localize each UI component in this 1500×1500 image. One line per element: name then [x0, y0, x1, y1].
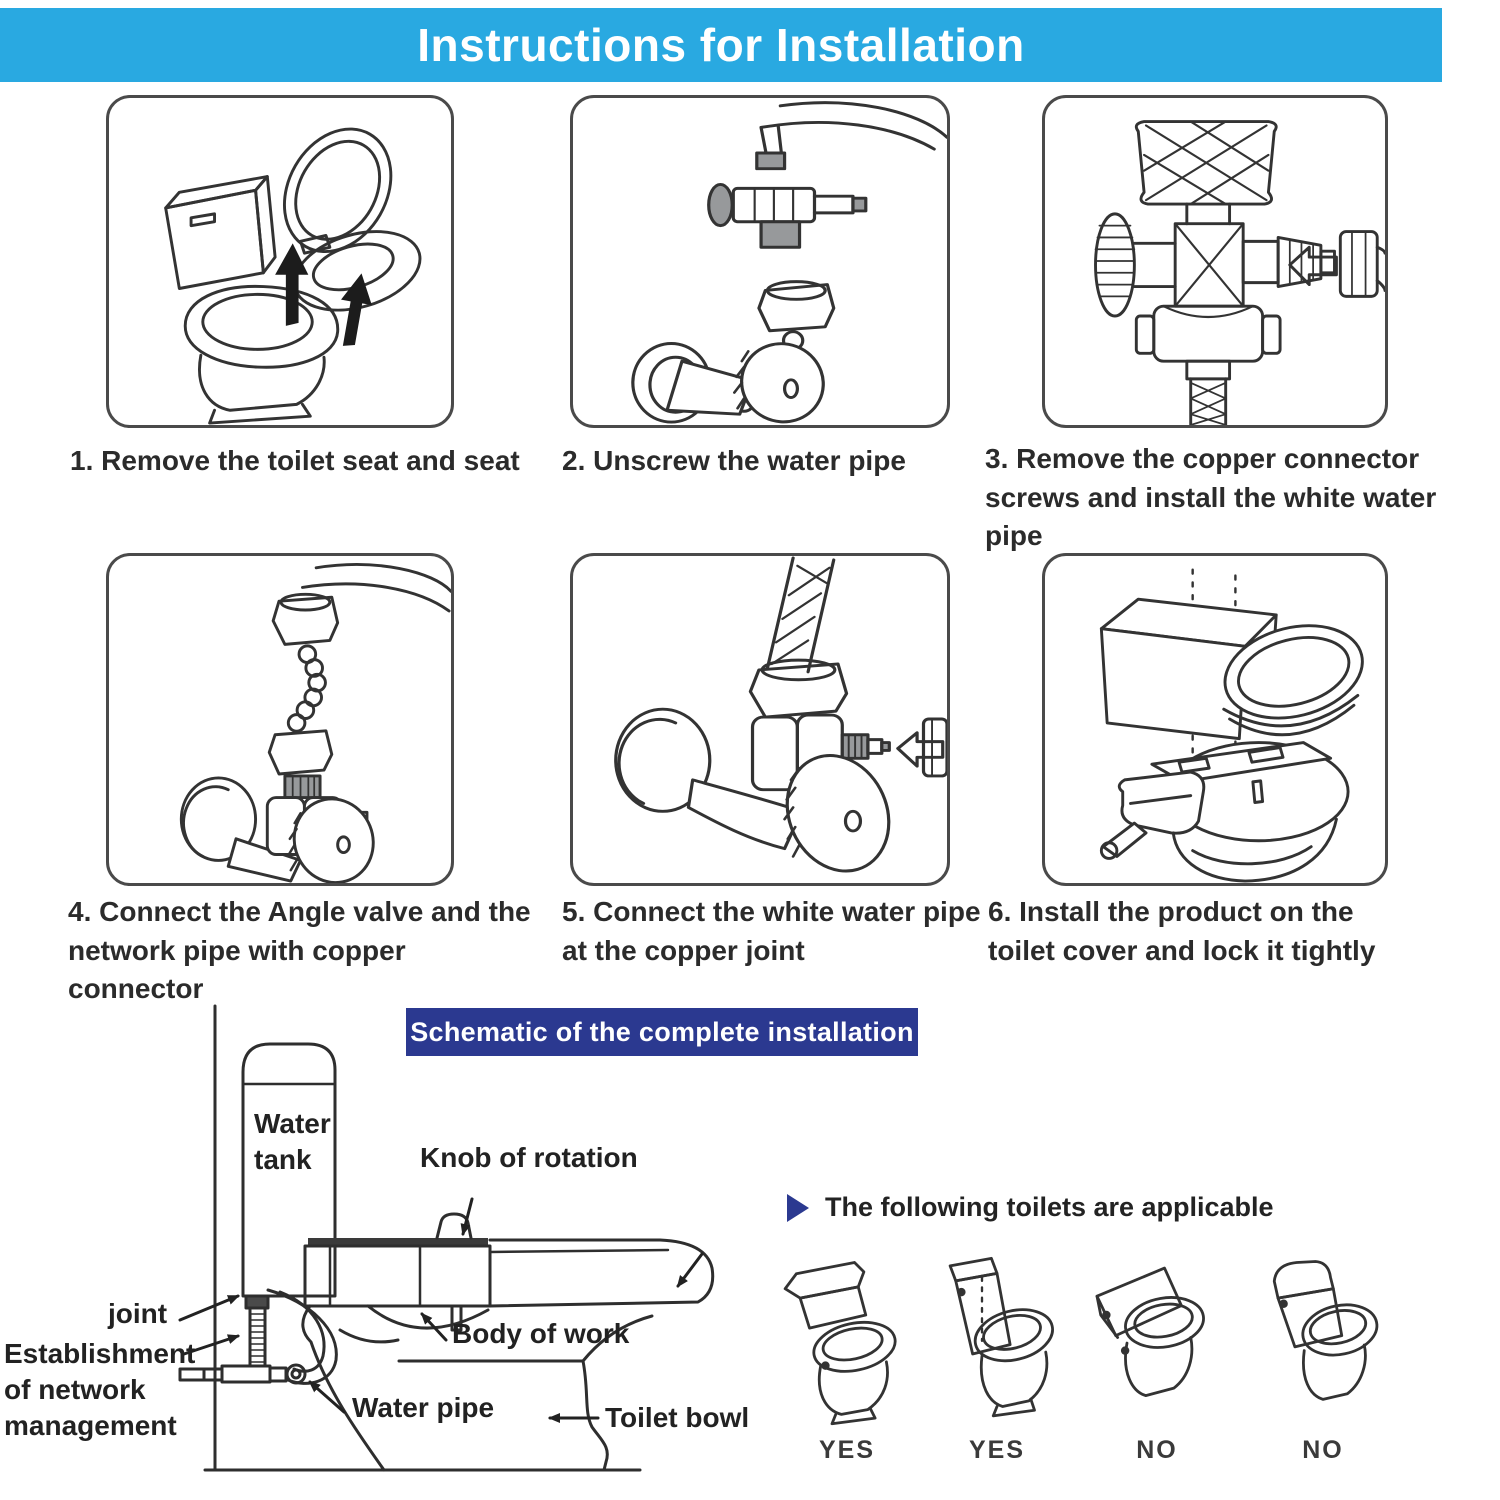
schematic-title: Schematic of the complete installation: [410, 1016, 914, 1047]
applicable-toilet-two-piece: [772, 1252, 922, 1437]
step-1-caption: 1. Remove the toilet seat and seat: [70, 445, 520, 476]
verdict-no: NO: [1302, 1436, 1344, 1464]
label-establishment-of-network-management: Establishment of network management: [4, 1338, 196, 1441]
label-body-of-work: Body of work: [452, 1318, 630, 1349]
step-1-illustration-toilet-seat-removal: [109, 98, 451, 425]
toilet-rounded-tankless-illustration: [1248, 1252, 1398, 1437]
label-joint: joint: [108, 1298, 168, 1329]
step-3-caption: 3. Remove the copper connector screws and install the white water pipe: [985, 443, 1437, 552]
step-4-panel: [106, 553, 454, 886]
step-6-panel: [1042, 553, 1388, 886]
not-applicable-toilet-angular-tankless: [1082, 1252, 1232, 1437]
step-4-illustration-angle-valve-connection: [109, 556, 451, 883]
verdict-yes: YES: [968, 1436, 1026, 1464]
water-pipe-pointer-arrow: [310, 1382, 344, 1412]
verdict-no: NO: [1136, 1436, 1178, 1464]
seat-pointer-arrow: [678, 1254, 702, 1286]
up-arrow-icon: [275, 243, 308, 325]
step-6-illustration-install-on-toilet: [1045, 556, 1385, 883]
step-5-caption: 5. Connect the white water pipe at the copper joint: [562, 896, 981, 966]
step-3-panel: [1042, 95, 1388, 428]
step-3-illustration-copper-connector-valve: [1045, 98, 1385, 425]
step-5-panel: [570, 553, 950, 886]
step-2-illustration-unscrew-water-pipe: [573, 98, 947, 425]
header-banner: [0, 8, 1442, 82]
applicable-toilets-header: [787, 1192, 1274, 1223]
step-2-panel: [570, 95, 950, 428]
toilet-two-piece-illustration: [772, 1252, 922, 1437]
applicable-toilet-one-piece: [922, 1246, 1072, 1431]
step-4-caption: 4. Connect the Angle valve and the network pipe with copper connector: [68, 896, 531, 1005]
left-open-arrow-icon: [898, 733, 943, 766]
step-5-illustration-copper-joint-pipe: [573, 556, 947, 883]
step-2-caption: 2. Unscrew the water pipe: [562, 445, 906, 476]
applicable-toilets-title: The following toilets are applicable: [825, 1192, 1274, 1222]
toilet-angular-tankless-illustration: [1082, 1252, 1232, 1437]
right-triangle-bullet-icon: [787, 1194, 809, 1222]
step-6-caption: 6. Install the product on the toilet cover and lock it tightly: [988, 896, 1376, 966]
label-water-tank: Water tank: [254, 1108, 331, 1175]
step-1-panel: [106, 95, 454, 428]
toilet-one-piece-illustration: [922, 1246, 1072, 1431]
label-toilet-bowl: Toilet bowl: [605, 1402, 750, 1433]
label-knob-of-rotation: Knob of rotation: [420, 1142, 638, 1173]
label-water-pipe: Water pipe: [352, 1392, 495, 1423]
not-applicable-toilet-rounded-tankless: [1248, 1252, 1398, 1437]
page-title: Instructions for Installation: [417, 19, 1025, 71]
verdict-yes: YES: [818, 1436, 876, 1464]
